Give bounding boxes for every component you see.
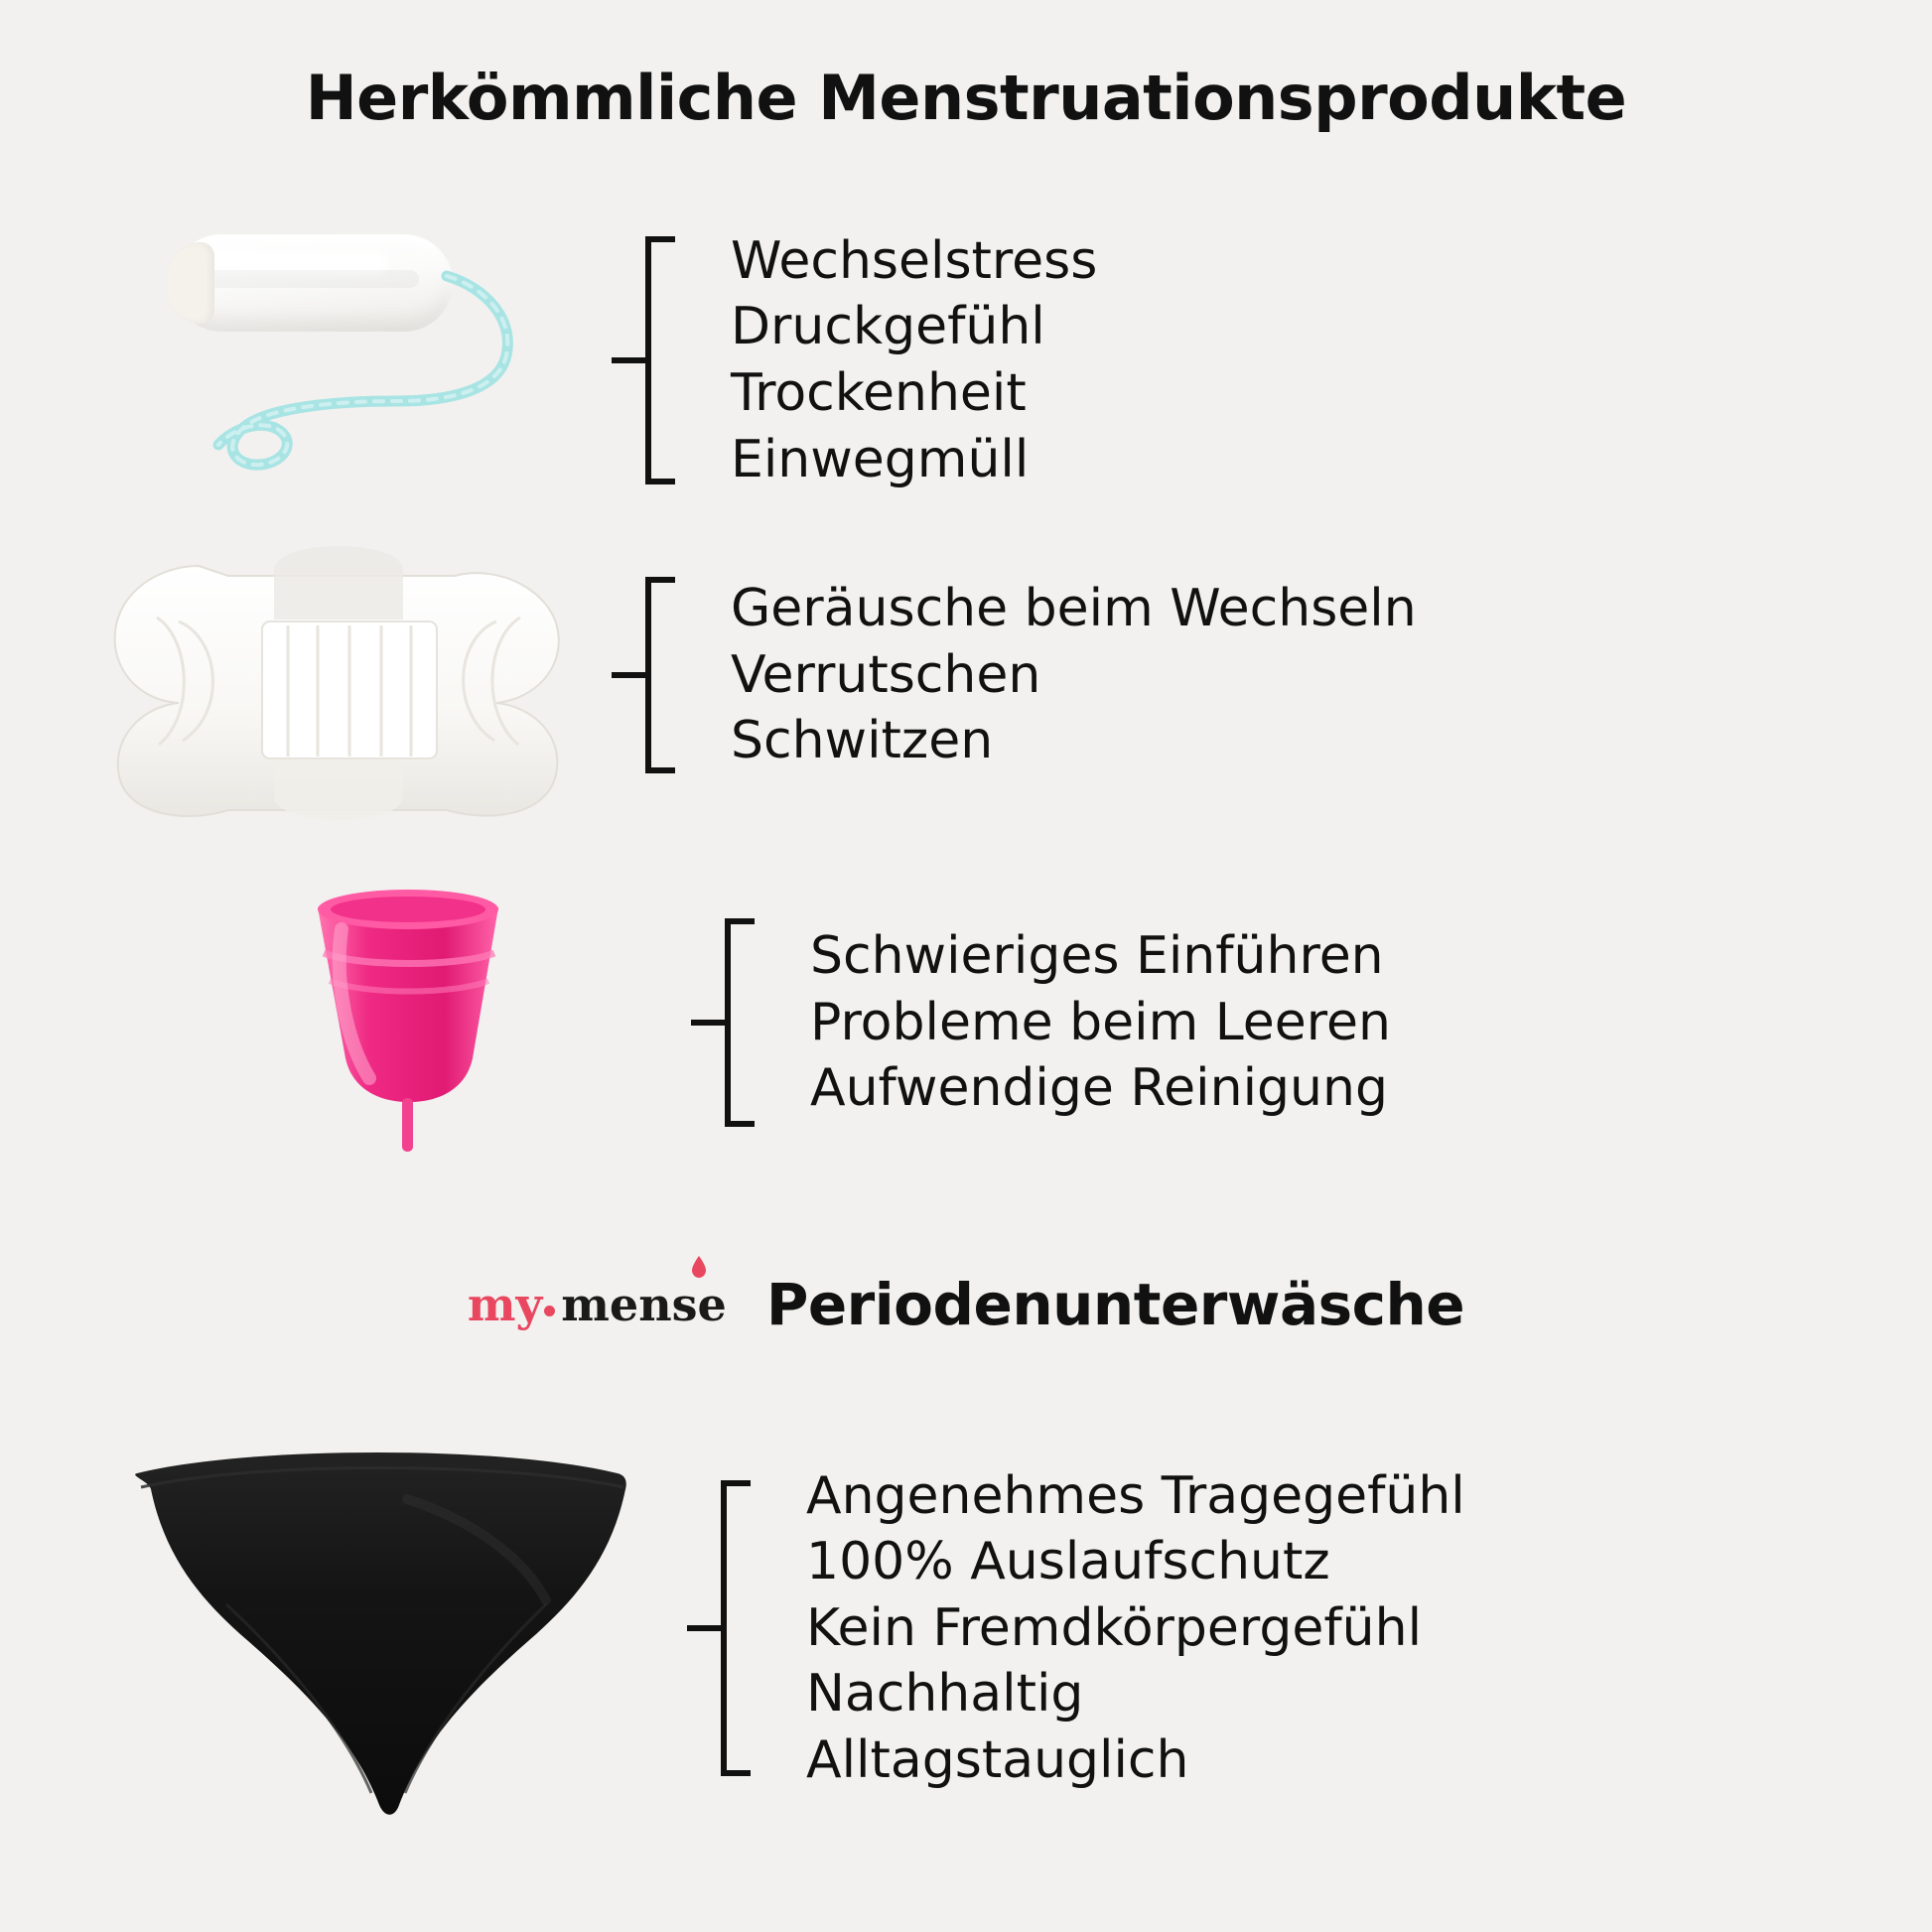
list-item: Nachhaltig <box>806 1664 1084 1725</box>
list-item: Einwegmüll <box>731 429 1030 489</box>
list-item: Geräusche beim Wechseln <box>731 579 1417 639</box>
list-item: Kein Fremdkörpergefühl <box>806 1597 1423 1658</box>
pad-drawbacks-list <box>731 576 1417 774</box>
menstrual-cup-icon <box>238 874 665 1172</box>
mymense-logo <box>468 1278 727 1331</box>
product-title: Periodenunterwäsche <box>765 1271 1465 1338</box>
cup-drawbacks-list <box>810 923 1391 1122</box>
list-item: Probleme beim Leeren <box>810 992 1391 1052</box>
brand-section-title <box>0 1271 1932 1338</box>
page-title: Herkömmliche Menstruationsprodukte <box>305 62 1627 134</box>
tampon-icon <box>149 216 645 504</box>
logo-text-se: se <box>671 1278 727 1331</box>
blood-drop-icon <box>691 1256 707 1278</box>
list-item: Angenehmes Tragegefühl <box>806 1465 1465 1526</box>
section-tampon <box>149 216 1097 504</box>
list-item: Schwieriges Einführen <box>810 926 1384 987</box>
bracket-tampon <box>645 236 685 484</box>
list-item: Verrutschen <box>731 644 1041 705</box>
tampon-string-icon <box>149 216 645 504</box>
period-underwear-icon <box>109 1430 665 1827</box>
list-item: Druckgefühl <box>731 297 1045 357</box>
section-cup <box>238 874 1391 1172</box>
list-item: 100% Auslaufschutz <box>806 1532 1330 1592</box>
section-pad <box>79 526 1417 824</box>
logo-text-men: men <box>561 1278 672 1331</box>
bracket-cup <box>725 918 764 1127</box>
list-item: Wechselstress <box>731 230 1098 291</box>
tampon-drawbacks-list <box>731 228 1097 492</box>
bracket-pad <box>645 577 685 773</box>
list-item: Alltagstauglich <box>806 1729 1189 1790</box>
list-item: Trockenheit <box>731 363 1027 423</box>
period-underwear-benefits-list <box>806 1463 1465 1794</box>
bracket-period-underwear <box>721 1480 760 1776</box>
list-item: Aufwendige Reinigung <box>810 1058 1388 1119</box>
list-item: Schwitzen <box>731 711 994 771</box>
sanitary-pad-icon <box>79 526 596 824</box>
logo-dot-icon <box>544 1306 555 1316</box>
section-period-underwear <box>109 1430 1465 1827</box>
logo-text-my: my <box>467 1278 543 1331</box>
